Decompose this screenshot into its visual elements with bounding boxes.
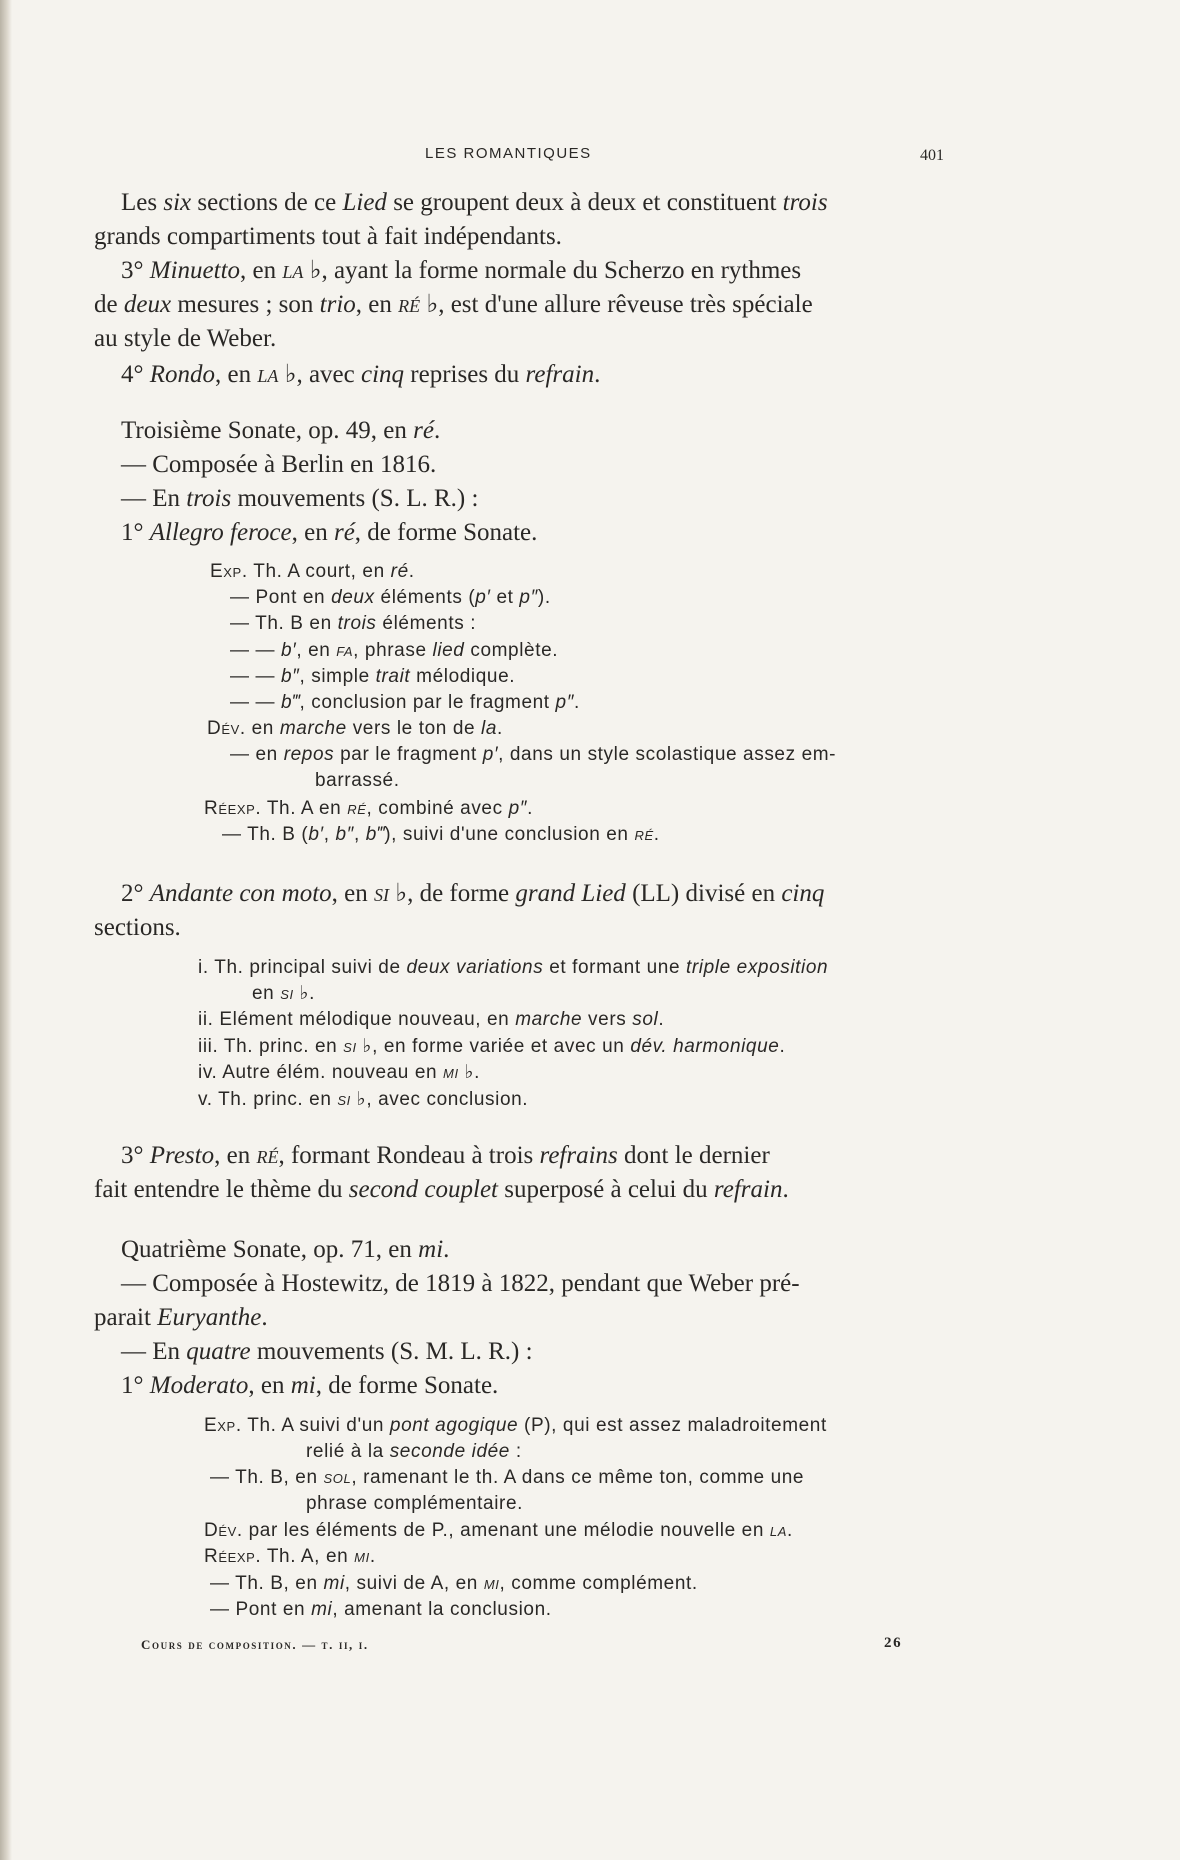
text-line: 4° Rondo, en la ♭, avec cinq reprises du refrain.: [121, 361, 601, 388]
text-line: — Pont en mi, amenant la conclusion.: [210, 1599, 552, 1620]
text-line: Exp. Th. A court, en ré.: [210, 561, 415, 582]
text-line: 3° Presto, en ré, formant Rondeau à trois refrains dont le dernier: [121, 1142, 770, 1169]
text-line: Troisième Sonate, op. 49, en ré.: [121, 417, 441, 444]
text-line: Dév. par les éléments de P., amenant une mélodie nouvelle en la.: [204, 1520, 793, 1541]
sheet-number: 26: [884, 1635, 903, 1651]
text-line: au style de Weber.: [94, 325, 277, 352]
text-line: phrase complémentaire.: [306, 1493, 524, 1514]
text-line: — — b″, simple trait mélodique.: [230, 666, 516, 687]
text-line: de deux mesures ; son trio, en ré ♭, est d'une allure rêveuse très spéciale: [94, 291, 813, 318]
text-line: 1° Allegro feroce, en ré, de forme Sonate.: [121, 519, 538, 546]
text-line: — En trois mouvements (S. L. R.) :: [121, 485, 479, 512]
text-line: — Composée à Hostewitz, de 1819 à 1822, pendant que Weber pré-: [121, 1270, 800, 1297]
text-line: 1° Moderato, en mi, de forme Sonate.: [121, 1372, 499, 1399]
text-line: relié à la seconde idée :: [306, 1441, 522, 1462]
text-line: — Th. B, en sol, ramenant le th. A dans ce même ton, comme une: [210, 1467, 805, 1488]
list-item: v. Th. princ. en si ♭, avec conclusion.: [198, 1089, 529, 1110]
list-item: iv. Autre élém. nouveau en mi ♭.: [198, 1062, 481, 1083]
text-line: — Pont en deux éléments (p′ et p″).: [230, 587, 551, 608]
list-item: ii. Elément mélodique nouveau, en marche vers sol.: [198, 1009, 665, 1030]
text-line: Réexp. Th. A, en mi.: [204, 1546, 376, 1567]
text-line: — — b‴, conclusion par le fragment p″.: [230, 692, 580, 713]
text-line: — Th. B (b′, b″, b‴), suivi d'une conclusion en ré.: [222, 824, 660, 845]
running-title: LES ROMANTIQUES: [425, 145, 592, 162]
text-line: grands compartiments tout à fait indépendants.: [94, 223, 562, 250]
text-line: Dév. en marche vers le ton de la.: [207, 718, 503, 739]
text-line: Exp. Th. A suivi d'un pont agogique (P), qui est assez maladroitement: [204, 1415, 827, 1436]
text-line: — en repos par le fragment p′, dans un style scolastique assez em-: [230, 744, 837, 765]
text-line: 2° Andante con moto, en si ♭, de forme grand Lied (LL) divisé en cinq: [121, 880, 825, 907]
text-line: Quatrième Sonate, op. 71, en mi.: [121, 1236, 450, 1263]
text-line: barrassé.: [315, 770, 400, 791]
text-line: — Composée à Berlin en 1816.: [121, 451, 437, 478]
text-line: Les six sections de ce Lied se groupent deux à deux et constituent trois: [121, 189, 828, 216]
text-line: parait Euryanthe.: [94, 1304, 268, 1331]
text-line: — — b′, en fa, phrase lied complète.: [230, 640, 559, 661]
page-number: 401: [920, 147, 944, 164]
text-line: sections.: [94, 914, 181, 941]
list-item: iii. Th. princ. en si ♭, en forme variée et avec un dév. harmonique.: [198, 1036, 786, 1057]
text-line: Réexp. Th. A en ré, combiné avec p″.: [204, 798, 533, 819]
list-item: i. Th. principal suivi de deux variations et formant une triple exposition: [198, 957, 829, 978]
text-line: 3° Minuetto, en la ♭, ayant la forme normale du Scherzo en rythmes: [121, 257, 802, 284]
list-item: en si ♭.: [252, 983, 316, 1004]
text-line: fait entendre le thème du second couplet superposé à celui du refrain.: [94, 1176, 789, 1203]
text-line: — Th. B en trois éléments :: [230, 613, 477, 634]
printer-signature: Cours de composition. — t. ii, i.: [141, 1637, 369, 1652]
text-line: — En quatre mouvements (S. M. L. R.) :: [121, 1338, 533, 1365]
text-line: — Th. B, en mi, suivi de A, en mi, comme complément.: [210, 1573, 698, 1594]
book-spine-shadow: [0, 0, 12, 1860]
